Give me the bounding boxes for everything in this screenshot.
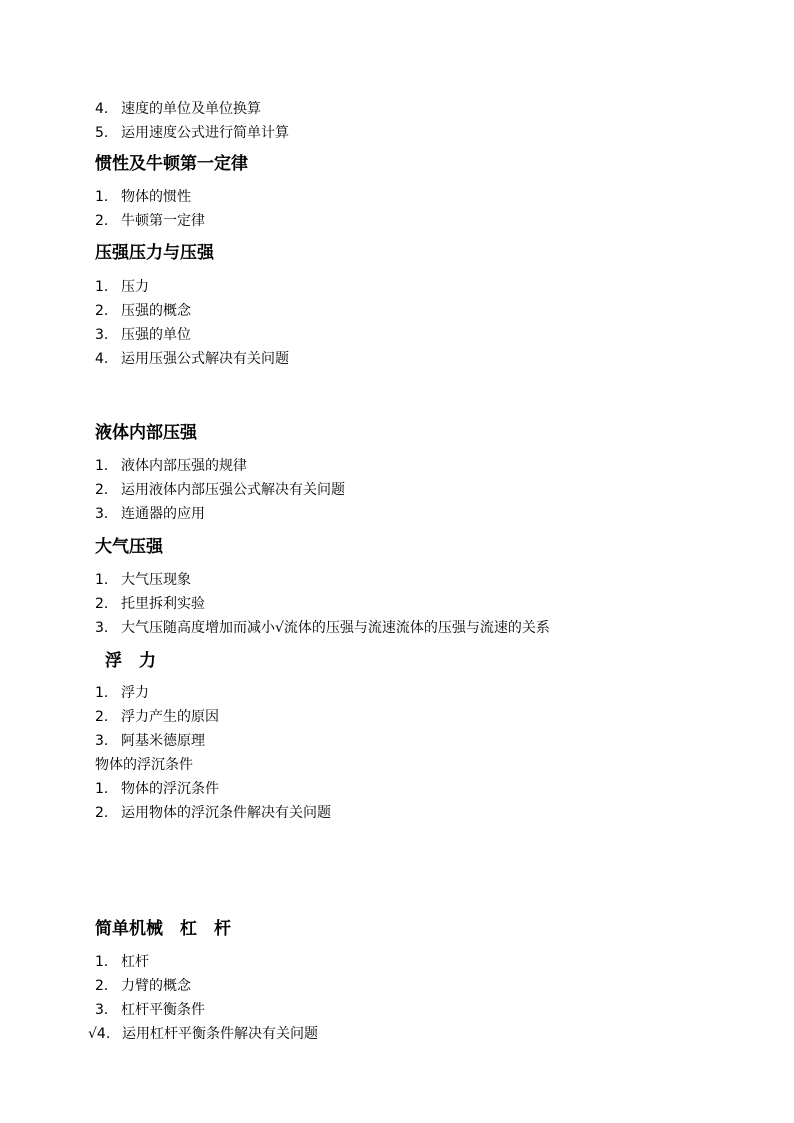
item-text: 运用杠杆平衡条件解决有关问题: [122, 1026, 318, 1042]
item-number: 1.: [95, 781, 109, 797]
list-item: [95, 349, 289, 369]
item-number: 1.: [95, 685, 109, 701]
list-item: [95, 570, 191, 590]
item-number: 3.: [95, 327, 109, 343]
item-number: √4.: [88, 1026, 111, 1042]
item-text: 压力: [121, 279, 149, 295]
item-text: 连通器的应用: [121, 506, 205, 522]
item-text: 运用压强公式解决有关问题: [121, 351, 289, 367]
item-text: 压强的单位: [121, 327, 191, 343]
item-number: 3.: [95, 733, 109, 749]
item-text: 压强的概念: [121, 303, 191, 319]
item-number: 1.: [95, 954, 109, 970]
list-item: [95, 594, 205, 614]
list-item: [95, 123, 289, 143]
list-item: [95, 618, 550, 638]
section-heading-inertia: 惯性及牛顿第一定律: [95, 154, 248, 174]
item-text: 杠杆: [121, 954, 149, 970]
item-text: 力臂的概念: [121, 978, 191, 994]
list-item: [95, 301, 191, 321]
item-number: 1.: [95, 189, 109, 205]
section-heading-atmospheric-pressure: 大气压强: [95, 537, 163, 557]
item-text: 托里拆利实验: [121, 596, 205, 612]
list-item: [95, 187, 191, 207]
list-item: [95, 952, 149, 972]
item-text: 液体内部压强的规律: [121, 458, 247, 474]
item-number: 3.: [95, 506, 109, 522]
item-number: 4.: [95, 351, 109, 367]
list-item: [95, 211, 205, 231]
list-item: [95, 456, 247, 476]
list-item: [95, 504, 205, 524]
list-item: [95, 707, 219, 727]
item-text: 阿基米德原理: [121, 733, 205, 749]
item-number: 2.: [95, 303, 109, 319]
item-text: 运用液体内部压强公式解决有关问题: [121, 482, 345, 498]
list-item: [95, 976, 191, 996]
item-number: 1.: [95, 279, 109, 295]
list-item: [95, 683, 149, 703]
item-number: 2.: [95, 213, 109, 229]
item-number: 3.: [95, 620, 109, 636]
item-text: 浮力产生的原因: [121, 709, 219, 725]
item-number: 2.: [95, 978, 109, 994]
item-number: 1.: [95, 572, 109, 588]
item-text: 运用速度公式进行简单计算: [121, 125, 289, 141]
item-number: 2.: [95, 709, 109, 725]
item-text: 物体的浮沉条件: [121, 781, 219, 797]
list-item: [95, 731, 205, 751]
section-heading-pressure: 压强压力与压强: [95, 243, 214, 263]
list-item: [95, 480, 345, 500]
item-number: 2.: [95, 482, 109, 498]
section-heading-liquid-pressure: 液体内部压强: [95, 423, 197, 443]
section-heading-lever: 简单机械 杠 杆: [95, 919, 231, 939]
item-number: 2.: [95, 596, 109, 612]
item-text: 速度的单位及单位换算: [121, 101, 261, 117]
item-number: 3.: [95, 1002, 109, 1018]
item-text: 浮力: [121, 685, 149, 701]
item-text: 杠杆平衡条件: [121, 1002, 205, 1018]
section-heading-buoyancy: 浮 力: [105, 651, 156, 671]
list-item: [95, 1000, 205, 1020]
subsection-title-floating-sinking: 物体的浮沉条件: [95, 757, 193, 773]
item-number: 2.: [95, 805, 109, 821]
list-item: [88, 1024, 318, 1044]
list-item: [95, 325, 191, 345]
list-item: [95, 803, 331, 823]
item-number: 1.: [95, 458, 109, 474]
item-text: 大气压随高度增加而减小√流体的压强与流速流体的压强与流速的关系: [121, 620, 550, 636]
item-number: 4.: [95, 101, 109, 117]
item-text: 物体的惯性: [121, 189, 191, 205]
item-number: 5.: [95, 125, 109, 141]
list-item: [95, 277, 149, 297]
list-item: [95, 99, 261, 119]
item-text: 大气压现象: [121, 572, 191, 588]
item-text: 运用物体的浮沉条件解决有关问题: [121, 805, 331, 821]
list-item: [95, 779, 219, 799]
item-text: 牛顿第一定律: [121, 213, 205, 229]
